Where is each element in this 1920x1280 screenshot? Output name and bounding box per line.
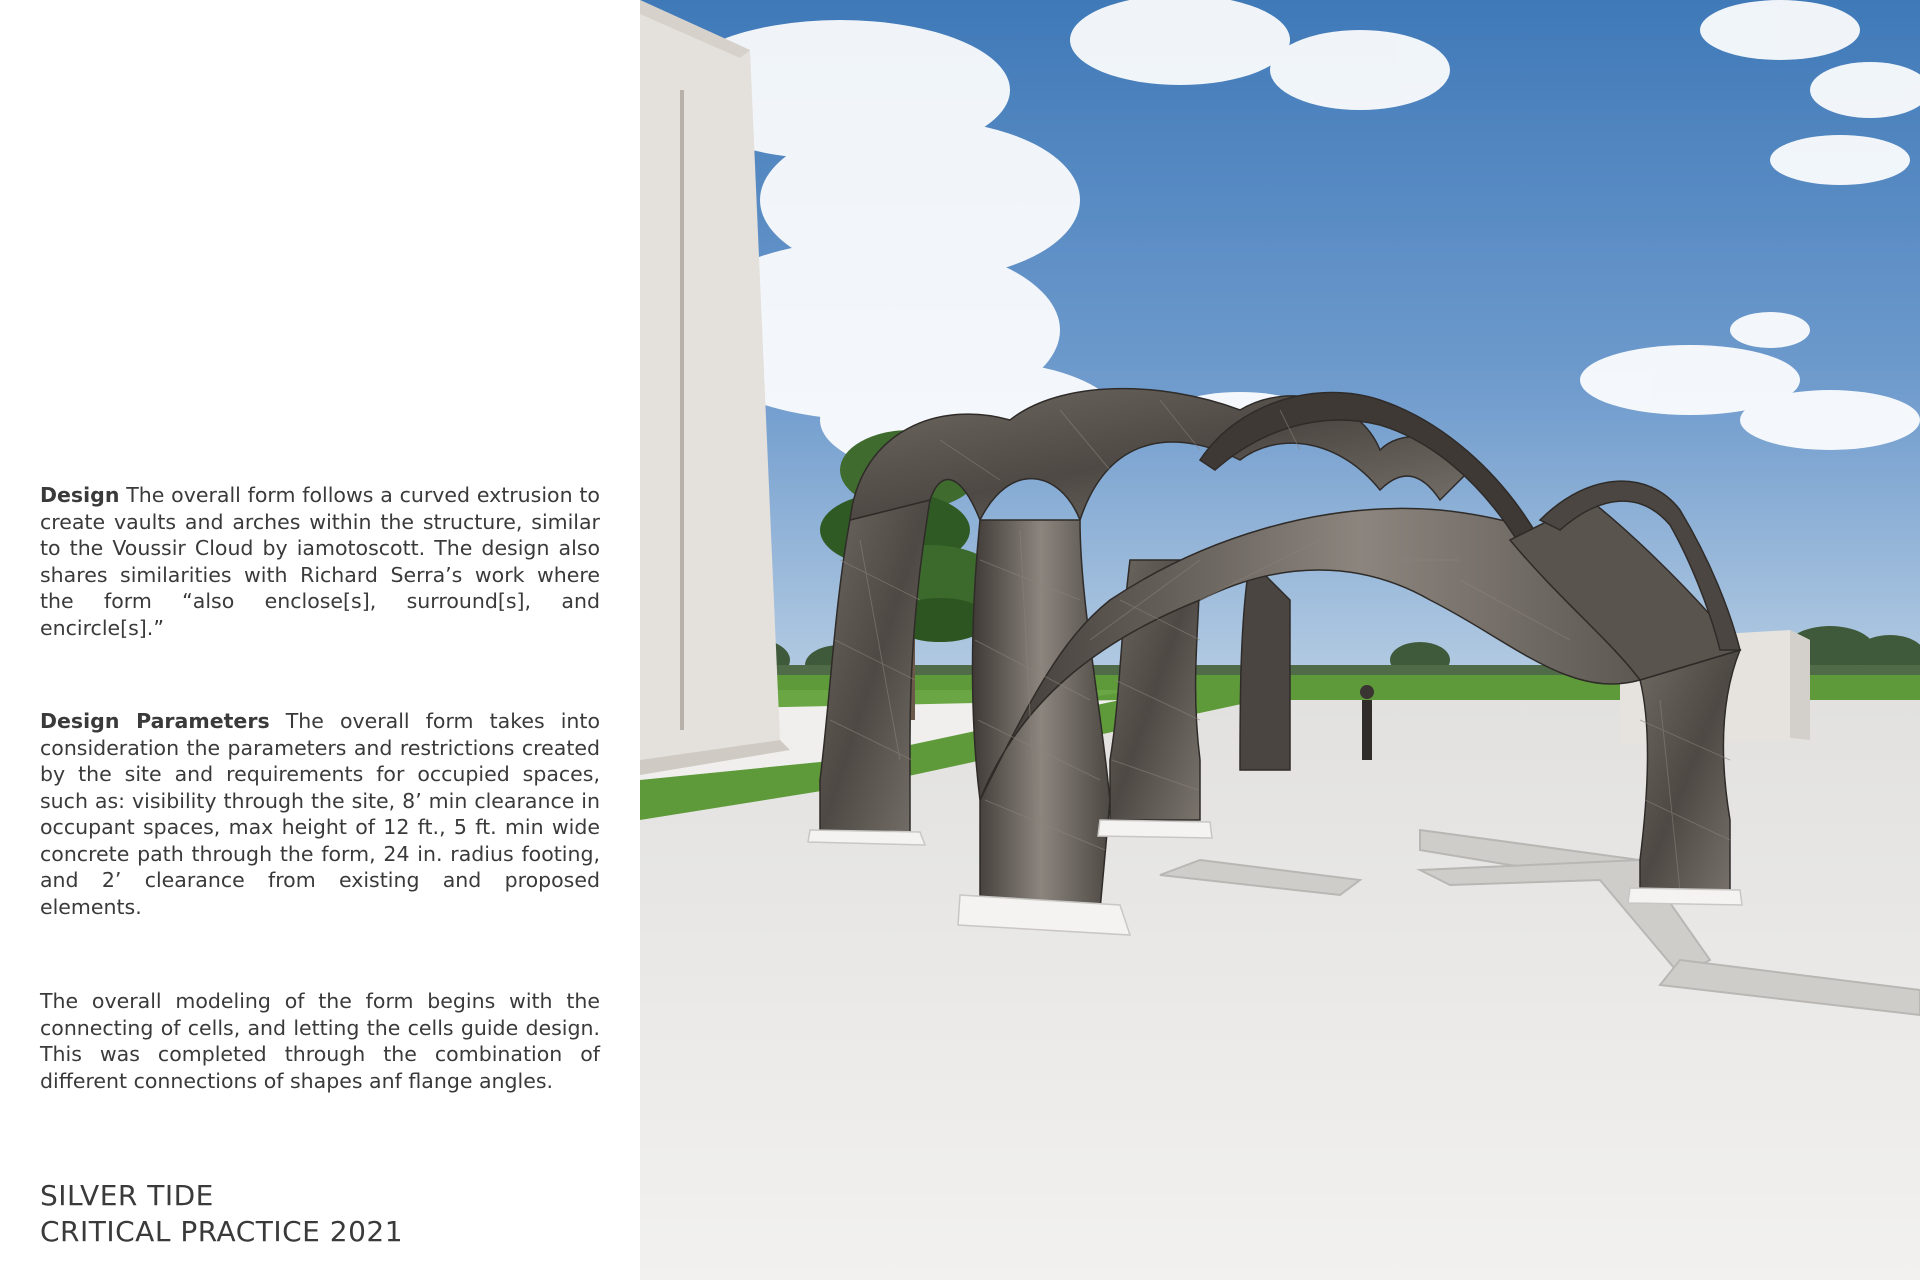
project-title (40, 1178, 403, 1250)
text-panel (0, 0, 640, 1280)
modeling-paragraph (40, 988, 600, 1094)
design-paragraph (40, 482, 600, 641)
design-parameters-paragraph (40, 708, 600, 920)
project-name: SILVER TIDE (40, 1179, 214, 1212)
design-heading: Design (40, 483, 120, 507)
rendering-image (640, 0, 1920, 1280)
design-parameters-text: The overall form takes into consideration the parameters and restrictions created by the site and requirements for occupied spaces, such as: visibility through the site, 8’ min clearance in occupant spaces, max height of 12 ft., 5 ft. min wide concrete path through the form, 24 in. radius footing, and 2’ clearance from existing and proposed elements. (40, 709, 600, 919)
design-text: The overall form follows a curved extrusion to create vaults and arches within the structure, similar to the Voussir Cloud by iamotoscott. The design also shares similarities with Richard Serra’s work where the form “also enclose[s], surround[s], and encircle[s].” (40, 483, 600, 640)
modeling-text: The overall modeling of the form begins with the connecting of cells, and letting the cells guide design. This was completed through the combination of different connections of shapes anf flange angles. (40, 989, 600, 1093)
project-course: CRITICAL PRACTICE 2021 (40, 1215, 404, 1248)
person-figure (1360, 685, 1374, 760)
design-parameters-heading: Design Parameters (40, 709, 270, 733)
sculpture-rendering (640, 0, 1920, 1280)
